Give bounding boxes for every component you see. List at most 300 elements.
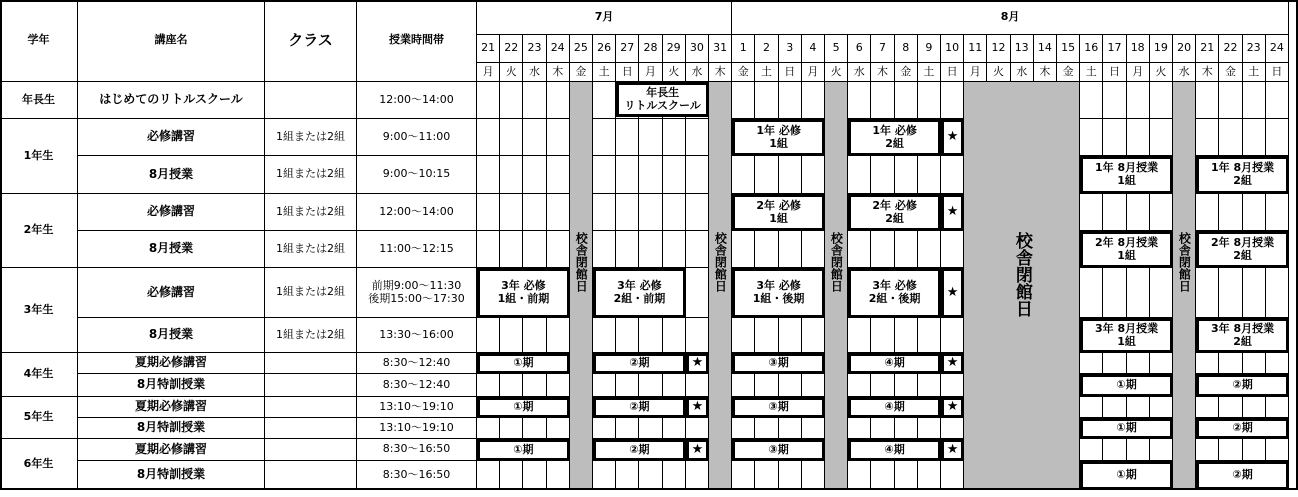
grid-cell [1127, 397, 1150, 418]
grid-cell [1196, 82, 1219, 119]
class-name [265, 353, 357, 374]
date-cell: 16 [1080, 35, 1103, 63]
grid-cell [500, 461, 523, 490]
grid-cell [1219, 353, 1242, 374]
grid-cell [1196, 397, 1219, 418]
grid-cell [1196, 119, 1219, 156]
grid-cell [1080, 119, 1103, 156]
grid-cell [802, 318, 825, 353]
grid-cell [686, 318, 709, 353]
course-name: 8月特訓授業 [78, 461, 265, 490]
grid-cell [848, 82, 871, 119]
grid-cell [593, 318, 616, 353]
grid-cell [802, 418, 825, 439]
course-name: 必修講習 [78, 268, 265, 318]
class-name: 1組または2組 [265, 231, 357, 268]
grid-cell [755, 156, 778, 194]
grid-cell [848, 374, 871, 397]
grid-cell [616, 461, 639, 490]
grid-cell [523, 119, 546, 156]
grid-cell [1127, 194, 1150, 231]
date-cell: 1 [732, 35, 755, 63]
grid-cell [477, 119, 500, 156]
header-grade: 学年 [0, 0, 78, 82]
header-time: 授業時間帯 [357, 0, 477, 82]
session-g3-req-a: 3年 必修 1組・前期 [477, 268, 570, 318]
grid-cell [1127, 353, 1150, 374]
period-3: ③期 [732, 397, 825, 418]
grid-cell [1150, 397, 1173, 418]
grid-cell [802, 461, 825, 490]
grid-cell [779, 231, 802, 268]
grid-cell [593, 194, 616, 231]
grid-cell [732, 418, 755, 439]
grid-cell [779, 418, 802, 439]
date-cell: 24 [547, 35, 570, 63]
class-name: 1組または2組 [265, 119, 357, 156]
weekday-cell: 木 [709, 63, 732, 82]
grid-cell [686, 374, 709, 397]
grid-cell [779, 374, 802, 397]
grid-cell [732, 156, 755, 194]
grid-cell [871, 461, 894, 490]
grid-cell [547, 231, 570, 268]
grid-cell [1243, 353, 1266, 374]
grid-cell [663, 318, 686, 353]
class-time: 8:30〜12:40 [357, 374, 477, 397]
date-cell: 2 [755, 35, 778, 63]
star-mark: ★ [941, 268, 964, 318]
grid-cell [1150, 119, 1173, 156]
grid-cell [686, 119, 709, 156]
grid-cell [1219, 194, 1242, 231]
weekday-cell: 金 [1057, 63, 1080, 82]
class-time: 13:10〜19:10 [357, 397, 477, 418]
weekday-cell: 月 [1127, 63, 1150, 82]
closed-day-column: 校舎閉館日 [709, 82, 732, 490]
grid-cell [848, 318, 871, 353]
grid-cell [663, 374, 686, 397]
month-august: 8月 [732, 0, 1289, 35]
grid-cell [686, 156, 709, 194]
weekday-cell: 土 [918, 63, 941, 82]
grid-cell [941, 156, 964, 194]
date-cell: 18 [1127, 35, 1150, 63]
weekday-cell: 土 [755, 63, 778, 82]
grid-cell [918, 461, 941, 490]
date-cell: 15 [1057, 35, 1080, 63]
date-cell: 14 [1034, 35, 1057, 63]
date-cell: 3 [779, 35, 802, 63]
grid-cell [802, 82, 825, 119]
date-cell: 13 [1011, 35, 1034, 63]
course-name: はじめてのリトルスクール [78, 82, 265, 119]
grid-cell [1080, 439, 1103, 461]
grid-cell [732, 82, 755, 119]
period-1-aug: ①期 [1080, 418, 1173, 439]
grid-cell [547, 418, 570, 439]
grid-cell [1080, 353, 1103, 374]
grid-cell [1243, 119, 1266, 156]
closed-day-column: 校舎閉館日 [825, 82, 848, 490]
weekday-cell: 日 [941, 63, 964, 82]
class-time: 9:00〜11:00 [357, 119, 477, 156]
grid-cell [895, 231, 918, 268]
grid-cell [1243, 194, 1266, 231]
period-2-aug: ②期 [1196, 418, 1289, 439]
grid-cell [1243, 439, 1266, 461]
grid-cell [1150, 439, 1173, 461]
grid-cell [523, 461, 546, 490]
grid-cell [523, 156, 546, 194]
class-time: 前期9:00〜11:30 後期15:00〜17:30 [357, 268, 477, 318]
date-cell: 24 [1266, 35, 1289, 63]
session-g2-req-2: 2年 必修 2組 [848, 194, 941, 231]
grid-cell [1080, 397, 1103, 418]
grid-cell [547, 156, 570, 194]
session-g3-req-c: 3年 必修 1組・後期 [732, 268, 825, 318]
date-cell: 21 [477, 35, 500, 63]
grid-cell [639, 194, 662, 231]
weekday-cell: 水 [686, 63, 709, 82]
class-name [265, 82, 357, 119]
date-cell: 6 [848, 35, 871, 63]
grid-cell [593, 119, 616, 156]
grid-cell [1196, 439, 1219, 461]
grid-cell [1080, 194, 1103, 231]
grid-cell [871, 418, 894, 439]
grid-cell [547, 461, 570, 490]
date-cell: 22 [1219, 35, 1242, 63]
grid-cell [639, 156, 662, 194]
grid-cell [895, 156, 918, 194]
grid-cell [616, 318, 639, 353]
date-cell: 23 [1243, 35, 1266, 63]
class-time: 12:00〜14:00 [357, 82, 477, 119]
grid-cell [500, 231, 523, 268]
grade-label: 6年生 [0, 439, 78, 490]
grid-cell [848, 461, 871, 490]
grid-cell [663, 418, 686, 439]
class-name [265, 374, 357, 397]
class-time: 8:30〜16:50 [357, 439, 477, 461]
grid-cell [500, 156, 523, 194]
closed-block: 校舎閉館日 [964, 82, 1080, 490]
grid-cell [802, 231, 825, 268]
grid-cell [523, 418, 546, 439]
grid-cell [616, 119, 639, 156]
grid-cell [755, 418, 778, 439]
course-name: 8月授業 [78, 231, 265, 268]
session-kinder: 年長生 リトルスクール [616, 82, 709, 117]
star-mark: ★ [686, 439, 709, 461]
period-2-aug: ②期 [1196, 461, 1289, 490]
weekday-cell: 火 [500, 63, 523, 82]
grid-cell [686, 194, 709, 231]
date-cell: 10 [941, 35, 964, 63]
grid-cell [732, 231, 755, 268]
weekday-cell: 木 [547, 63, 570, 82]
grid-cell [941, 461, 964, 490]
date-cell: 9 [918, 35, 941, 63]
date-cell: 31 [709, 35, 732, 63]
weekday-cell: 火 [1150, 63, 1173, 82]
grid-cell [500, 418, 523, 439]
session-g2-req-1: 2年 必修 1組 [732, 194, 825, 231]
grid-cell [639, 318, 662, 353]
course-name: 8月特訓授業 [78, 374, 265, 397]
weekday-cell: 日 [779, 63, 802, 82]
grid-cell [639, 374, 662, 397]
date-cell: 27 [616, 35, 639, 63]
period-4: ④期 [848, 439, 941, 461]
class-name [265, 439, 357, 461]
period-2: ②期 [593, 397, 686, 418]
grid-cell [523, 194, 546, 231]
grid-cell [1103, 353, 1126, 374]
course-name: 必修講習 [78, 194, 265, 231]
grid-cell [918, 82, 941, 119]
class-name: 1組または2組 [265, 268, 357, 318]
date-cell: 25 [570, 35, 593, 63]
session-g3-aug-1: 3年 8月授業 1組 [1080, 318, 1173, 353]
grid-cell [755, 461, 778, 490]
grid-cell [895, 418, 918, 439]
date-cell: 5 [825, 35, 848, 63]
weekday-cell: 金 [1219, 63, 1242, 82]
grid-cell [871, 156, 894, 194]
weekday-cell: 月 [477, 63, 500, 82]
grid-cell [1219, 82, 1242, 119]
star-mark: ★ [941, 353, 964, 374]
grid-cell [500, 82, 523, 119]
grid-cell [779, 318, 802, 353]
grid-cell [779, 156, 802, 194]
date-cell: 4 [802, 35, 825, 63]
weekday-cell: 月 [964, 63, 987, 82]
grid-cell [523, 318, 546, 353]
grid-cell [871, 82, 894, 119]
star-mark: ★ [941, 194, 964, 231]
date-cell: 26 [593, 35, 616, 63]
grid-cell [593, 156, 616, 194]
session-g1-aug-2: 1年 8月授業 2組 [1196, 156, 1289, 194]
weekday-cell: 水 [1173, 63, 1196, 82]
grid-cell [1266, 268, 1289, 318]
grid-cell [1243, 397, 1266, 418]
date-cell: 20 [1173, 35, 1196, 63]
class-name: 1組または2組 [265, 156, 357, 194]
class-time: 9:00〜10:15 [357, 156, 477, 194]
grid-cell [477, 318, 500, 353]
course-name: 8月授業 [78, 318, 265, 353]
grid-cell [732, 461, 755, 490]
period-2: ②期 [593, 353, 686, 374]
grid-cell [895, 82, 918, 119]
course-name: 夏期必修講習 [78, 397, 265, 418]
class-time: 8:30〜12:40 [357, 353, 477, 374]
date-cell: 12 [987, 35, 1010, 63]
grid-cell [941, 231, 964, 268]
grid-cell [941, 318, 964, 353]
grid-cell [1103, 119, 1126, 156]
weekday-cell: 土 [1243, 63, 1266, 82]
grid-cell [1196, 194, 1219, 231]
weekday-cell: 日 [616, 63, 639, 82]
weekday-cell: 水 [1011, 63, 1034, 82]
weekday-cell: 木 [1196, 63, 1219, 82]
grid-cell [1103, 397, 1126, 418]
grid-cell [477, 156, 500, 194]
grid-cell [686, 461, 709, 490]
grid-cell [500, 374, 523, 397]
grid-cell [639, 418, 662, 439]
class-time: 13:30〜16:00 [357, 318, 477, 353]
grid-cell [686, 231, 709, 268]
grade-label: 5年生 [0, 397, 78, 439]
session-g1-req-2: 1年 必修 2組 [848, 119, 941, 156]
header-course: 講座名 [78, 0, 265, 82]
session-g2-aug-1: 2年 8月授業 1組 [1080, 231, 1173, 268]
session-g1-aug-1: 1年 8月授業 1組 [1080, 156, 1173, 194]
session-g3-req-d: 3年 必修 2組・後期 [848, 268, 941, 318]
grid-cell [593, 418, 616, 439]
date-cell: 11 [964, 35, 987, 63]
grid-cell [686, 268, 709, 318]
grid-cell [1127, 119, 1150, 156]
grid-cell [895, 374, 918, 397]
grid-cell [918, 156, 941, 194]
date-cell: 8 [895, 35, 918, 63]
course-name: 夏期必修講習 [78, 439, 265, 461]
grid-cell [755, 374, 778, 397]
weekday-cell: 日 [1103, 63, 1126, 82]
weekday-cell: 水 [523, 63, 546, 82]
date-cell: 29 [663, 35, 686, 63]
grid-cell [639, 119, 662, 156]
grid-cell [848, 156, 871, 194]
period-1: ①期 [477, 397, 570, 418]
star-mark: ★ [941, 397, 964, 418]
date-cell: 17 [1103, 35, 1126, 63]
course-name: 必修講習 [78, 119, 265, 156]
grid-cell [616, 374, 639, 397]
grid-cell [1150, 194, 1173, 231]
period-3: ③期 [732, 353, 825, 374]
class-name [265, 397, 357, 418]
weekday-cell: 木 [871, 63, 894, 82]
class-time: 13:10〜19:10 [357, 418, 477, 439]
date-cell: 30 [686, 35, 709, 63]
grid-cell [871, 374, 894, 397]
session-g2-aug-2: 2年 8月授業 2組 [1196, 231, 1289, 268]
grid-cell [477, 418, 500, 439]
grid-cell [918, 318, 941, 353]
session-g3-req-b: 3年 必修 2組・前期 [593, 268, 686, 318]
period-1-aug: ①期 [1080, 374, 1173, 397]
grid-cell [1266, 119, 1289, 156]
grid-cell [477, 231, 500, 268]
period-2: ②期 [593, 439, 686, 461]
grid-cell [663, 119, 686, 156]
grid-cell [871, 231, 894, 268]
grid-cell [1150, 353, 1173, 374]
grid-cell [1243, 268, 1266, 318]
grid-cell [1219, 439, 1242, 461]
weekday-cell: 水 [848, 63, 871, 82]
grid-cell [1103, 194, 1126, 231]
period-4: ④期 [848, 397, 941, 418]
grid-cell [895, 318, 918, 353]
date-cell: 23 [523, 35, 546, 63]
grid-cell [593, 82, 616, 119]
grid-cell [1219, 397, 1242, 418]
date-cell: 22 [500, 35, 523, 63]
grid-cell [547, 194, 570, 231]
class-time: 11:00〜12:15 [357, 231, 477, 268]
grid-cell [1243, 82, 1266, 119]
grid-cell [523, 231, 546, 268]
grid-cell [1127, 82, 1150, 119]
grid-cell [802, 156, 825, 194]
grid-cell [523, 374, 546, 397]
grid-cell [477, 374, 500, 397]
grid-cell [918, 374, 941, 397]
grid-cell [1080, 268, 1103, 318]
date-cell: 21 [1196, 35, 1219, 63]
grid-cell [1103, 82, 1126, 119]
grid-cell [616, 156, 639, 194]
star-mark: ★ [941, 119, 964, 156]
grid-cell [1127, 439, 1150, 461]
grid-cell [1103, 268, 1126, 318]
grid-cell [663, 231, 686, 268]
class-time: 8:30〜16:50 [357, 461, 477, 490]
grade-label: 2年生 [0, 194, 78, 268]
grid-cell [1266, 397, 1289, 418]
grid-cell [477, 194, 500, 231]
grid-cell [616, 231, 639, 268]
grid-cell [547, 318, 570, 353]
period-1: ①期 [477, 353, 570, 374]
grid-cell [941, 374, 964, 397]
month-july: 7月 [477, 0, 732, 35]
grid-cell [663, 194, 686, 231]
session-g1-req-1: 1年 必修 1組 [732, 119, 825, 156]
grid-cell [500, 194, 523, 231]
weekday-cell: 月 [802, 63, 825, 82]
grade-label: 3年生 [0, 268, 78, 353]
date-cell: 28 [639, 35, 662, 63]
date-cell: 7 [871, 35, 894, 63]
date-cell: 19 [1150, 35, 1173, 63]
class-name [265, 461, 357, 490]
grid-cell [1150, 82, 1173, 119]
class-name: 1組または2組 [265, 194, 357, 231]
grid-cell [848, 418, 871, 439]
grid-cell [663, 156, 686, 194]
star-mark: ★ [686, 353, 709, 374]
grid-cell [918, 231, 941, 268]
grid-cell [1103, 439, 1126, 461]
weekday-cell: 火 [663, 63, 686, 82]
grid-cell [1266, 439, 1289, 461]
grid-cell [523, 82, 546, 119]
grid-cell [593, 231, 616, 268]
period-3: ③期 [732, 439, 825, 461]
grid-cell [547, 82, 570, 119]
weekday-cell: 月 [639, 63, 662, 82]
